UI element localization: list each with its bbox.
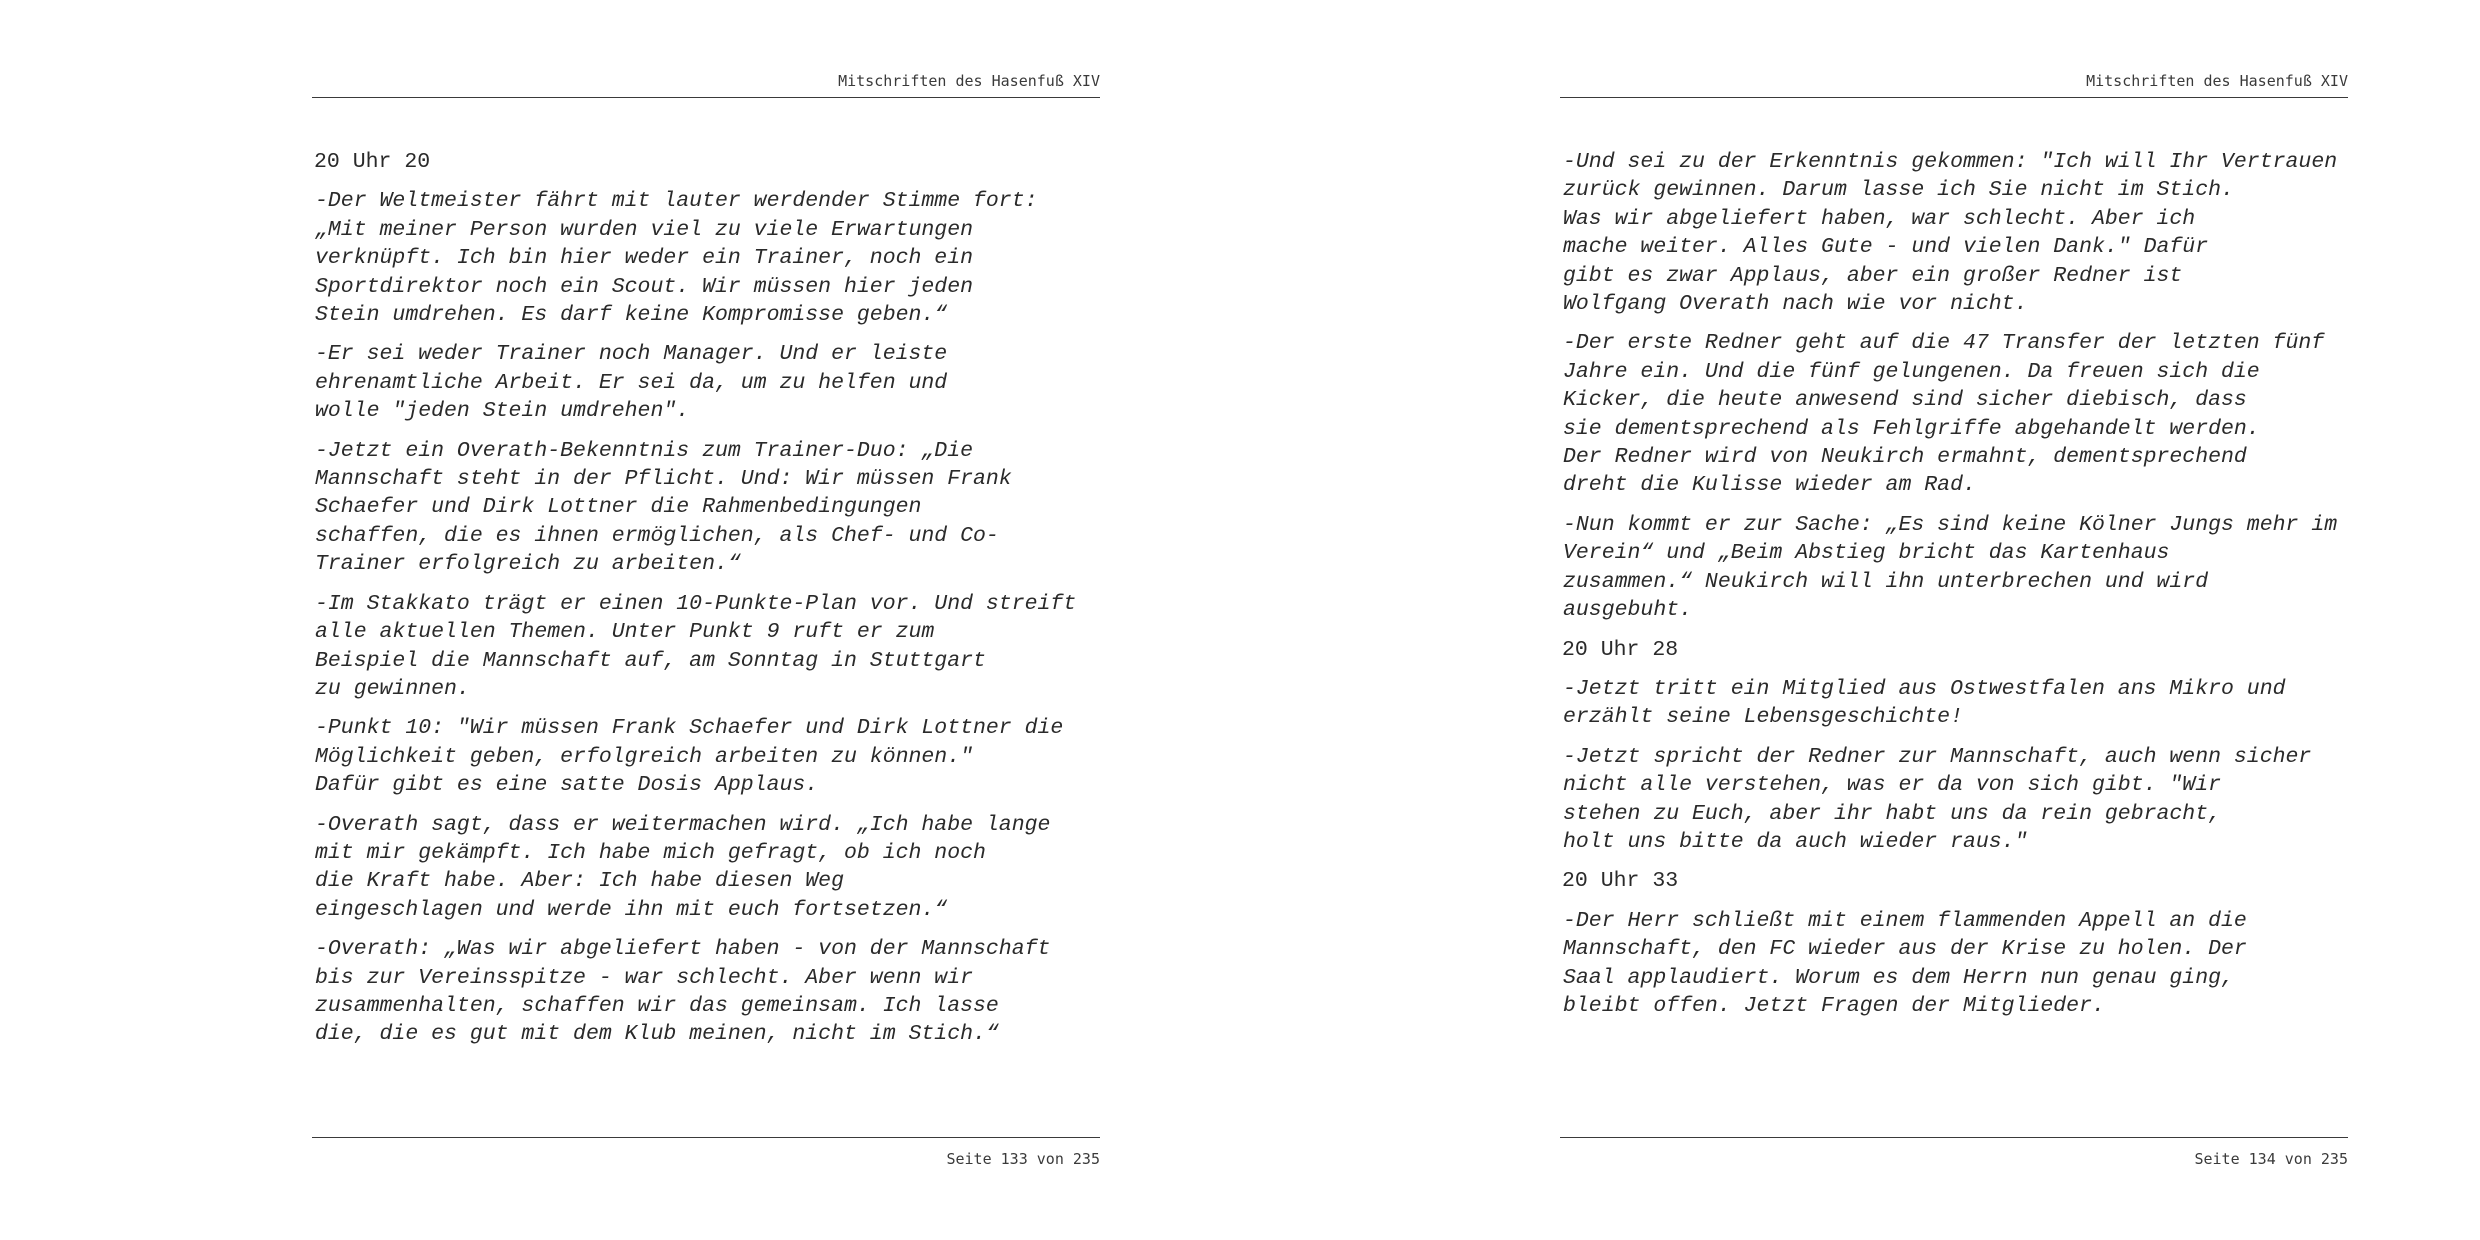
text-line: erzählt seine Lebensgeschichte! <box>1563 705 1963 730</box>
text-line: Sportdirektor noch ein Scout. Wir müssen hier jeden <box>315 274 974 299</box>
text-line: zusammen.“ Neukirch will ihn unterbrechen und wird <box>1563 569 2209 594</box>
text-line: wolle "jeden Stein umdrehen". <box>315 399 690 424</box>
text-line: nicht alle verstehen, was er da von sich gibt. "Wir <box>1563 773 2222 798</box>
text-line: Stein umdrehen. Es darf keine Kompromisse geben.“ <box>315 303 948 328</box>
text-line: schaffen, die es ihnen ermöglichen, als Chef- und Co- <box>315 523 999 548</box>
text-line: verknüpft. Ich bin hier weder ein Trainer, noch ein <box>315 246 974 271</box>
text-line: mit mir gekämpft. Ich habe mich gefragt, ob ich noch <box>315 840 986 865</box>
text-line: mache weiter. Alles Gute - und vielen Dank." Dafür <box>1563 235 2209 260</box>
text-line: Beispiel die Mannschaft auf, am Sonntag in Stuttgart <box>315 648 986 673</box>
text-line: Was wir abgeliefert haben, war schlecht. Aber ich <box>1563 206 2196 231</box>
text-line: die, die es gut mit dem Klub meinen, nicht im Stich.“ <box>315 1022 999 1047</box>
text-line: Saal applaudiert. Worum es dem Herrn nun genau ging, <box>1563 965 2234 990</box>
header-rule <box>1560 97 2348 98</box>
text-line: Schaefer und Dirk Lottner die Rahmenbedingungen <box>315 495 922 520</box>
paragraph <box>312 714 1102 799</box>
text-line: „Mit meiner Person wurden viel zu viele Erwartungen <box>315 217 974 242</box>
right-page <box>1240 0 2480 1240</box>
paragraph <box>1560 511 2350 625</box>
text-line: die Kraft habe. Aber: Ich habe diesen Weg <box>315 869 844 894</box>
paragraph <box>1560 329 2350 499</box>
text-line: -Der erste Redner geht auf die 47 Transfer der letzten fünf <box>1563 331 2325 356</box>
time-heading: 20 Uhr 33 <box>1562 869 1679 894</box>
text-line: bis zur Vereinsspitze - war schlecht. Aber wenn wir <box>315 965 974 990</box>
text-line: -Und sei zu der Erkenntnis gekommen: "Ich will Ihr Vertrauen <box>1563 150 2338 174</box>
text-line: holt uns bitte da auch wieder raus." <box>1563 829 2028 854</box>
text-line: -Der Weltmeister fährt mit lauter werdender Stimme fort: <box>315 189 1038 214</box>
footer-rule <box>312 1137 1100 1138</box>
paragraph <box>312 811 1102 925</box>
text-line: ausgebuht. <box>1563 598 1693 623</box>
text-line: Dafür gibt es eine satte Dosis Applaus. <box>315 773 819 798</box>
page-body <box>312 148 1102 1060</box>
paragraph <box>312 935 1102 1049</box>
text-line: -Jetzt tritt ein Mitglied aus Ostwestfalen ans Mikro und <box>1563 676 2286 701</box>
paragraph <box>312 340 1102 425</box>
paragraph <box>312 187 1102 329</box>
text-line: Kicker, die heute anwesend sind sicher diebisch, dass <box>1563 388 2247 413</box>
page-number: Seite 133 von 235 <box>946 1150 1100 1168</box>
text-line: Wolfgang Overath nach wie vor nicht. <box>1563 292 2028 317</box>
text-line: zusammenhalten, schaffen wir das gemeinsam. Ich lasse <box>315 993 999 1018</box>
text-line: zurück gewinnen. Darum lasse ich Sie nicht im Stich. <box>1563 178 2234 203</box>
text-line: Verein“ und „Beim Abstieg bricht das Kartenhaus <box>1563 541 2170 566</box>
text-line: -Jetzt spricht der Redner zur Mannschaft, auch wenn sicher <box>1563 744 2312 769</box>
running-header: Mitschriften des Hasenfuß XIV <box>838 72 1100 90</box>
text-line: Trainer erfolgreich zu arbeiten.“ <box>315 552 741 577</box>
text-line: -Nun kommt er zur Sache: „Es sind keine Kölner Jungs mehr im <box>1563 512 2338 537</box>
text-line: sie dementsprechend als Fehlgriffe abgehandelt werden. <box>1563 416 2260 441</box>
text-line: -Er sei weder Trainer noch Manager. Und er leiste <box>315 342 948 367</box>
text-line: alle aktuellen Themen. Unter Punkt 9 ruft er zum <box>315 620 935 645</box>
text-line: -Overath sagt, dass er weitermachen wird. „Ich habe lange <box>315 812 1051 837</box>
text-line: eingeschlagen und werde ihn mit euch fortsetzen.“ <box>315 897 948 922</box>
paragraph <box>1560 148 2350 318</box>
text-line: Möglichkeit geben, erfolgreich arbeiten zu können." <box>315 744 974 769</box>
text-line: -Jetzt ein Overath-Bekenntnis zum Trainer-Duo: „Die <box>315 438 974 463</box>
time-heading: 20 Uhr 28 <box>1562 637 1679 662</box>
text-line: -Punkt 10: "Wir müssen Frank Schaefer und Dirk Lottner die <box>315 716 1064 741</box>
footer-rule <box>1560 1137 2348 1138</box>
running-header: Mitschriften des Hasenfuß XIV <box>2086 72 2348 90</box>
paragraph <box>1560 743 2350 857</box>
time-heading: 20 Uhr 20 <box>314 150 431 174</box>
text-line: Mannschaft, den FC wieder aus der Krise zu holen. Der <box>1563 937 2247 962</box>
page-number: Seite 134 von 235 <box>2194 1150 2348 1168</box>
paragraph <box>1560 907 2350 1021</box>
text-line: -Der Herr schließt mit einem flammenden Appell an die <box>1563 908 2247 933</box>
text-line: zu gewinnen. <box>315 676 470 701</box>
text-line: stehen zu Euch, aber ihr habt uns da rein gebracht, <box>1563 801 2222 826</box>
text-line: -Im Stakkato trägt er einen 10-Punkte-Plan vor. Und streift <box>315 591 1077 616</box>
paragraph <box>1560 675 2350 732</box>
text-line: -Overath: „Was wir abgeliefert haben - von der Mannschaft <box>315 937 1051 962</box>
text-line: Mannschaft steht in der Pflicht. Und: Wir müssen Frank <box>315 467 1012 492</box>
text-line: Jahre ein. Und die fünf gelungenen. Da freuen sich die <box>1563 359 2260 384</box>
paragraph <box>312 437 1102 579</box>
text-line: dreht die Kulisse wieder am Rad. <box>1563 473 1976 498</box>
text-line: gibt es zwar Applaus, aber ein großer Redner ist <box>1563 263 2183 288</box>
text-line: bleibt offen. Jetzt Fragen der Mitglieder. <box>1563 993 2105 1018</box>
header-rule <box>312 97 1100 98</box>
text-line: ehrenamtliche Arbeit. Er sei da, um zu helfen und <box>315 370 948 395</box>
paragraph <box>312 590 1102 704</box>
page-body <box>1560 148 2350 1031</box>
text-line: Der Redner wird von Neukirch ermahnt, dementsprechend <box>1563 445 2247 470</box>
